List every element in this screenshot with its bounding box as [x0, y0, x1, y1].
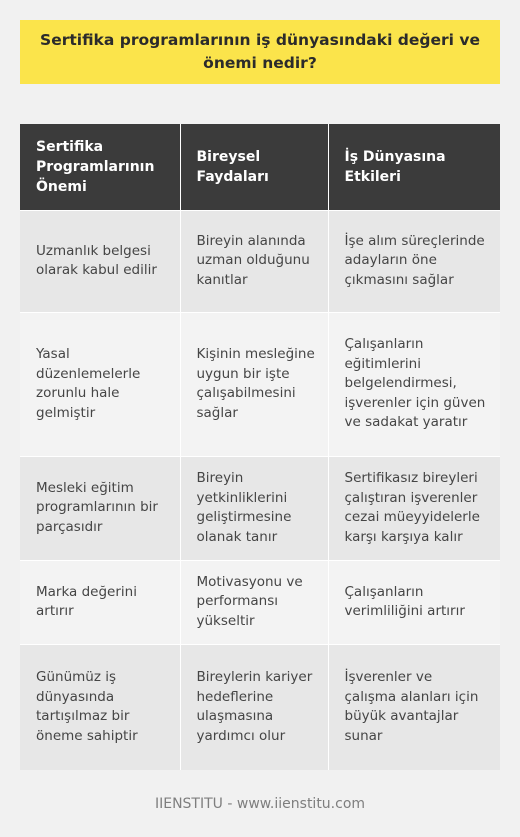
table-header-row — [20, 124, 500, 210]
table-cell: Motivasyonu ve performansı yükseltir — [180, 560, 328, 644]
table-cell: Sertifikasız bireyleri çalıştıran işverenler cezai müeyyidelerle karşı karşıya kalır — [328, 456, 500, 560]
table-cell: Bireyin yetkinliklerini geliştirmesine olanak tanır — [180, 456, 328, 560]
comparison-table — [20, 124, 500, 770]
table-cell: İşverenler ve çalışma alanları için büyük avantajlar sunar — [328, 644, 500, 770]
header-individual-benefits: Bireysel Faydaları — [180, 124, 328, 210]
table-row — [20, 644, 500, 770]
table-cell: Çalışanların verimliliğini artırır — [328, 560, 500, 644]
table-cell: Uzmanlık belgesi olarak kabul edilir — [20, 210, 180, 312]
table-cell: Marka değerini artırır — [20, 560, 180, 644]
table-row — [20, 456, 500, 560]
table-cell: Mesleki eğitim programlarının bir parçasıdır — [20, 456, 180, 560]
header-business-effects: İş Dünyasına Etkileri — [328, 124, 500, 210]
title-banner — [20, 20, 500, 84]
table-row — [20, 312, 500, 456]
table-cell: Çalışanların eğitimlerini belgelendirmesi, işverenler için güven ve sadakat yaratır — [328, 312, 500, 456]
table-row — [20, 560, 500, 644]
table-cell: Bireylerin kariyer hedeflerine ulaşmasına yardımcı olur — [180, 644, 328, 770]
table-cell: Yasal düzenlemelerle zorunlu hale gelmiştir — [20, 312, 180, 456]
table-cell: Bireyin alanında uzman olduğunu kanıtlar — [180, 210, 328, 312]
header-importance: Sertifika Programlarının Önemi — [20, 124, 180, 210]
page-title: Sertifika programlarının iş dünyasındaki değeri ve önemi nedir? — [40, 31, 480, 72]
table-cell: İşe alım süreçlerinde adayların öne çıkmasını sağlar — [328, 210, 500, 312]
table-cell: Günümüz iş dünyasında tartışılmaz bir öneme sahiptir — [20, 644, 180, 770]
footer-credit: IIENSTITU - www.iienstitu.com — [154, 796, 366, 812]
table-cell: Kişinin mesleğine uygun bir işte çalışabilmesini sağlar — [180, 312, 328, 456]
table-row — [20, 210, 500, 312]
